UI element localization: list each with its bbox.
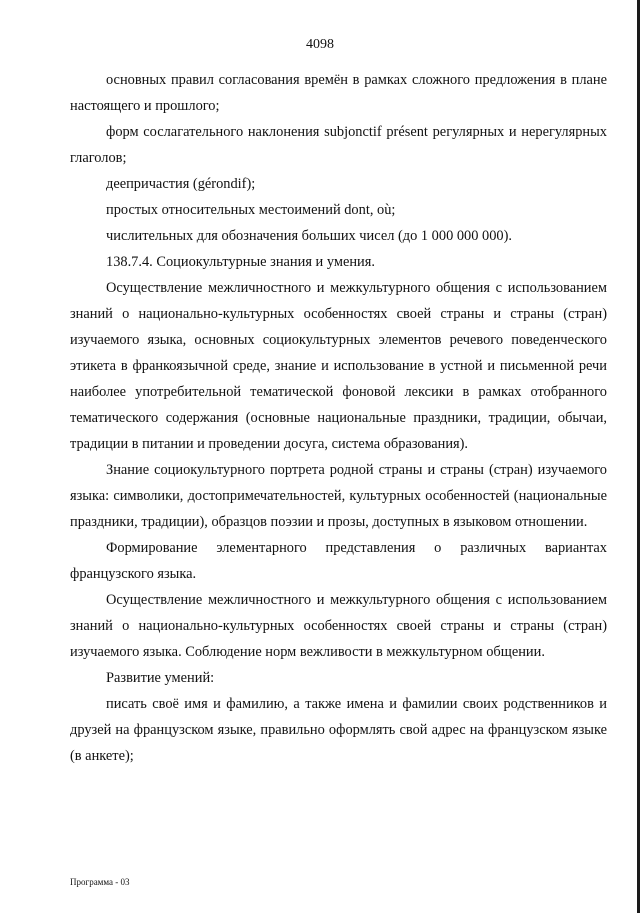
paragraph-numerals: числительных для обозначения больших чисел (до 1 000 000 000). [106,228,513,244]
body-text [70,67,607,769]
paragraph-subjonctif: форм сослагательного наклонения subjonctif présent регулярных и нерегулярных глаголов; [70,124,607,166]
page-number: 4098 [306,37,334,52]
paragraph-skills-heading: Развитие умений: [106,670,215,686]
paragraph-politeness-norms: Осуществление межличностного и межкультурного общения с использованием знаний о национально-культурных особенностях своей страны и страны (стран) изучаемого языка. Соблюдение норм вежливости в межкультурном общении. [70,592,607,660]
paragraph-intercultural-communication: Осуществление межличностного и межкультурного общения с использованием знаний о национально-культурных особенностях своей страны и страны (стран) изучаемого языка, основных социокультурных элементов речевого поведенческого этикета в франкоязычной среде, знание и использование в устной и письменной речи наиболее употребительной тематической фоновой лексики в рамках отобранного тематического содержания (основные национальные праздники, традиции, обычаи, традиции в питании и проведении досуга, система образования). [70,280,607,452]
paragraph-sociocultural-portrait: Знание социокультурного портрета родной страны и страны (стран) изучаемого языка: символики, достопримечательностей, культурных особенностей (национальные праздники, традиции), образцов поэзии и прозы, доступных в языковом отношении. [70,462,607,530]
paragraph-writing-names: писать своё имя и фамилию, а также имена и фамилии своих родственников и друзей на французском языке, правильно оформлять свой адрес на французском языке (в анкете); [70,696,607,764]
paragraph-relative-pronouns: простых относительных местоимений dont, où; [106,202,396,218]
section-heading-sociocultural: 138.7.4. Социокультурные знания и умения. [106,254,375,270]
footer-program-label: Программа - 03 [70,877,130,887]
paragraph-tense-agreement: основных правил согласования времён в рамках сложного предложения в плане настоящего и прошлого; [70,72,607,114]
paragraph-french-variants: Формирование элементарного представления о различных вариантах французского языка. [70,540,607,582]
paragraph-gerondif: деепричастия (gérondif); [106,176,256,192]
